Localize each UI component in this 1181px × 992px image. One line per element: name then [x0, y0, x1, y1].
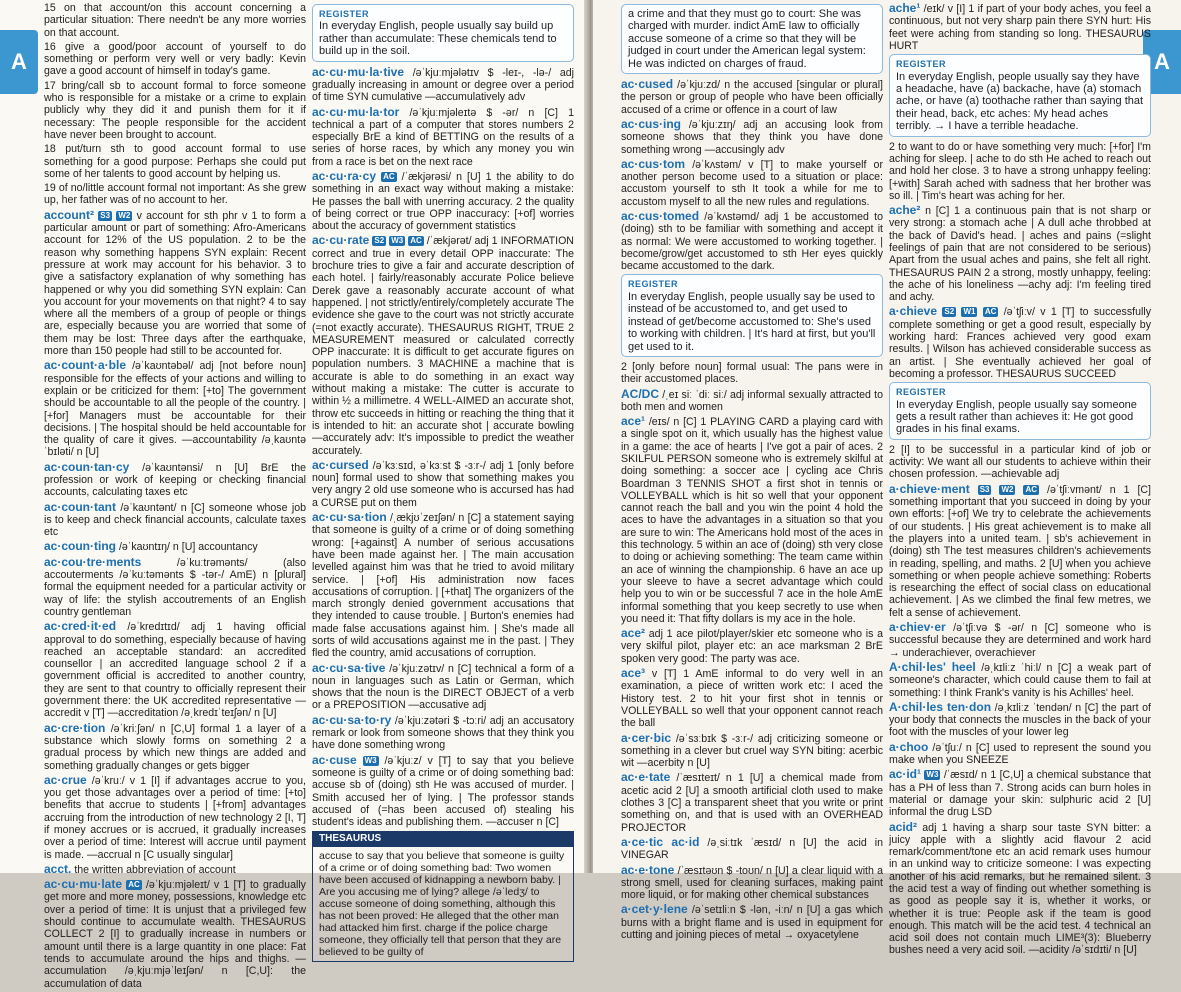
- entry-definition: 2 to want to do or have something very much: [+for] I'm aching for sleep. | ache to do sth He ached to reach out and hold her close. 3 to have a strong unhappy feeling: [+with] Sarah ached with sadness that her brother was so ill. | Tim's heart was aching for her.: [889, 140, 1151, 202]
- dictionary-entry: [44, 41, 306, 78]
- entry-definition: /əˈkjuːmjəleɪt/ v 1 [T] to gradually get more and more money, possessions, knowledge etc over a period of time: It is unjust that a privileged few should continue to accumulate wealth. THESAURUS COLLECT 2 [I] to gradually increase in numbers or amount until there is a large quantity in one place: Fat tends to accumulate around the hips and thighs. —accumulation /əˌkjuːmjəˈleɪʃən/ n [C,U]: the accumulation of data: [44, 879, 306, 990]
- dictionary-entry: [621, 627, 883, 665]
- dictionary-entry: [44, 2, 306, 39]
- entry-definition: /əˌkɪliːz ˈtendən/ n [C] the part of your body that connects the muscles in the back of your foot with the muscles of your lower leg: [889, 701, 1151, 739]
- entry-headword: a·chieve·ment: [889, 481, 970, 496]
- entry-headword: ac·crue: [44, 772, 87, 787]
- entry-definition: /ˈækjərət/ adj 1 INFORMATION correct and true in every detail OPP inaccurate: The brochure tries to give a fair and accurate description of each hotel. | fairly/reasonably accurate Police believe Derek gave a reasonably accurate account of what happened. | not strictly/entirely/completely accurate The evidence she gave to the court was not strictly accurate (=not exactly accurate). THESAURUS RIGHT, TRUE 2 MEASUREMENT measured or calculated correctly OPP inaccurate: It is difficult to get accurate figures on population numbers. 3 MACHINE a machine that is accurate is able to do something in an exact way without making a mistake: The cutter is accurate to within ½ a millimetre. 4 WELL-AIMED an accurate shot, throw etc succeeds in hitting or reaching the thing that it is intended to hit: an accurate shot | accurate bowling —accurately adv: It's impossible to predict the weather accurately.: [312, 235, 574, 457]
- entry-definition: 16 give a good/poor account of yourself to do something or perform very well or very badly: Kevin gave a good account of himself in today's game.: [44, 40, 306, 78]
- register-text: In everyday English, people usually say be used to instead of be accustomed to, and get used to instead of get/become accustomed to: She's used to working with children. | It's hard at first, but you'll get used to it.: [628, 290, 876, 353]
- dictionary-entry: [44, 501, 306, 539]
- dictionary-entry: [621, 836, 883, 862]
- register-note-box: [621, 274, 883, 356]
- entry-definition: /əˈkjuːzətəri $ -tɔːri/ adj an accusatory remark or look from someone shows that they think you have done something wrong: [312, 714, 574, 752]
- entry-definition: /əˈkjuːzɪŋ/ adj an accusing look from someone shows that they think you have done something wrong —accusingly adv: [621, 118, 883, 156]
- entry-definition: the written abbreviation of account: [74, 863, 236, 876]
- thesaurus-label: THESAURUS: [313, 832, 573, 846]
- entry-headword: account²: [44, 207, 95, 222]
- dictionary-entry: [621, 78, 883, 116]
- entry-headword: ac·cre·tion: [44, 720, 106, 735]
- dictionary-entry: [621, 732, 883, 770]
- frequency-tag: AC: [128, 880, 140, 890]
- entry-definition: /əˈtʃiːv/ v 1 [T] to successfully complete something or get a good result, especially by working hard: Frances achieved very good exam results. | Wilson has achieved considerable success as an artist. | She eventually achieved her goal of becoming a professor. THESAURUS SUCCEED: [889, 306, 1151, 380]
- entry-definition: /əˈkɜːsɪd, əˈkɜːst $ -ɜːr-/ adj 1 [only before noun] formal used to show that something makes you very angry 2 old use someone who is accursed has had a CURSE put on them: [312, 459, 574, 509]
- entry-definition: /əˈkaʊntənt/ n [C] someone whose job is to keep and check financial accounts, calculate taxes etc: [44, 501, 306, 539]
- entry-headword: ac·cu·sa·tion: [312, 510, 387, 525]
- dictionary-entry: [621, 903, 883, 941]
- entry-headword: ac·cu·rate: [312, 233, 370, 248]
- entry-headword: ace¹: [621, 414, 646, 429]
- frequency-tag: S3: [100, 210, 111, 220]
- dictionary-entry: [312, 714, 574, 752]
- register-note-box: [312, 4, 574, 62]
- frequency-tag: S2: [944, 307, 955, 317]
- frequency-tag: W3: [364, 755, 377, 765]
- dictionary-entry: [889, 305, 1151, 380]
- dictionary-entry: [889, 141, 1151, 202]
- entry-headword: ac·id¹: [889, 767, 922, 782]
- dictionary-entry: [621, 210, 883, 272]
- register-note-box: [889, 382, 1151, 440]
- entry-headword: ac·cou·tre·ments: [44, 554, 142, 569]
- dictionary-entry: [44, 722, 306, 772]
- entry-definition: /əˈkaʊntɪŋ/ n [U] accountancy: [118, 541, 258, 554]
- frequency-tag: AC: [410, 236, 422, 246]
- entry-definition: /ˌeɪ siː ˈdiː siː/ adj informal sexually attracted to both men and women: [621, 388, 883, 413]
- dictionary-entry: [621, 158, 883, 208]
- dictionary-entry: [312, 459, 574, 509]
- entry-headword: ac·cused: [621, 77, 674, 92]
- entry-definition: /əˈkjuːzd/ n the accused [singular or plural] the person or group of people who have been officially accused of a crime or offence in a court of law: [621, 79, 883, 116]
- dictionary-entry: [889, 741, 1151, 767]
- dictionary-entry: [312, 662, 574, 712]
- entry-definition: 2 [only before noun] formal usual: The pans were in their accustomed places.: [621, 360, 883, 386]
- entry-definition: /əˈkuːtrəmənts/ (also accouterments /əˈkuːtəmənts $ -tər-/ AmE) n [plural] formal the equipment needed for a particular activity or way of life: the stylish accoutrements of an English country gentleman: [44, 556, 306, 618]
- register-text: In everyday English, people usually say build up rather than accumulate: These chemicals tend to build up in the soil.: [319, 20, 557, 58]
- dictionary-entry: [621, 118, 883, 156]
- dictionary-entry: [44, 461, 306, 499]
- dictionary-entry: [889, 2, 1151, 52]
- entry-headword: ache¹: [889, 1, 921, 15]
- entry-definition: /əˈtʃuː/ n [C] used to represent the sound you make when you SNEEZE: [889, 741, 1151, 767]
- entry-definition: /əˌsiːtɪk ˈæsɪd/ n [U] the acid in VINEGAR: [621, 836, 883, 862]
- dictionary-entry: [889, 444, 1151, 481]
- entry-definition: /əˈsɜːbɪk $ -ɜːr-/ adj criticizing someone or something in a clever but cruel way SYN biting: acerbic wit —acerbity n [U]: [621, 732, 883, 770]
- entry-definition: /eɪk/ v [I] 1 if part of your body aches, you feel a continuous, but not very sharp pain there SYN hurt: His feet were aching from standing so long. THESAURUS HURT: [889, 3, 1151, 52]
- dictionary-entry: [889, 661, 1151, 699]
- entry-definition: 19 of no/little account formal not important: As she grew up, her father was of no account to her.: [44, 182, 306, 207]
- entry-headword: a·chiev·er: [889, 620, 946, 635]
- dictionary-entry: [44, 863, 306, 876]
- dictionary-entry: [44, 878, 306, 990]
- entry-definition: n [C] 1 a continuous pain that is not sharp or very strong: a stomach ache | A dull ache throbbed at the back of David's head. | aches and pains (=slight feelings of pain that are not considered to be serious) Apart from the usual aches and pains, she felt all right. THESAURUS PAIN 2 a strong, mostly unhappy, feeling: the ache of his loneliness —achy adj: I'm feeling tired and achy.: [889, 205, 1151, 304]
- frequency-tag: W3: [926, 770, 939, 780]
- entry-headword: AC/DC: [621, 386, 659, 401]
- entry-headword: ac·cuse: [312, 752, 357, 767]
- entry-definition: /ˌækjʊˈzeɪʃən/ n [C] a statement saying that someone is guilty of a crime or of doing something wrong: [+against] A number of serious accusations have been made against her. | The main accusation levelled against him was that he tried to avoid military service. | [+of] His administration now faces accusations of corruption. | [+that] The organizers of the march strongly denied government accusations that they intended to cause trouble. | Burton's enemies had made false accusations against him. | She's made all sorts of wild accusations against me in the past. | They fled the country, amid accusations of corruption.: [312, 512, 574, 660]
- entry-definition: /əˈkriːʃən/ n [C,U] formal 1 a layer of a substance which slowly forms on something 2 a gradual process by which new things are added and something gradually changes or gets bigger: [44, 722, 306, 772]
- column-1: [44, 2, 306, 992]
- frequency-tag: S2: [374, 236, 385, 246]
- entry-headword: acid²: [889, 819, 918, 834]
- entry-headword: ac·cus·tomed: [621, 209, 700, 223]
- thesaurus-text: accuse to say that you believe that someone is guilty of a crime or of doing something bad: Two women have been accused of kidnapping a newborn baby. | Are you accusing me of lying? allege /əˈledʒ/ to accuse someone of doing something, although this has not been proved: He alleged that the other man had attacked him first. charge if the police charge someone, they officially tell that person that they are believed to be guilty of: [319, 849, 565, 958]
- column-2: [312, 2, 574, 965]
- entry-definition: adj 1 ace pilot/player/skier etc someone who is a very skilful pilot, player etc: an ace marksman 2 BrE spoken very good: The party was ace.: [621, 628, 883, 665]
- entry-definition: /ˈæsɪd/ n 1 [C,U] a chemical substance that has a PH of less than 7. Strong acids can burn holes in material or damage your skin: sulphuric acid 2 [U] informal the drug LSD: [889, 769, 1151, 819]
- dictionary-entry: [889, 621, 1151, 659]
- entry-headword: a·cet·y·lene: [621, 902, 688, 917]
- entry-headword: ac·cu·mu·la·tor: [312, 104, 400, 119]
- entry-definition: 2 [I] to be successful in a particular kind of job or activity: We want all our students to achieve within their chosen profession. —achievable adj: [889, 443, 1151, 481]
- entry-definition: /əˈkaʊntənsi/ n [U] BrE the profession or work of keeping or checking financial accounts, calculating taxes etc: [44, 461, 306, 499]
- frequency-tag: AC: [383, 172, 395, 181]
- dictionary-entry: [312, 106, 574, 168]
- entry-definition: /əˈkredɪtɪd/ adj 1 having official approval to do something, especially because of having reached an acceptable standard: an accredited counsellor | an accredited language school 2 if a government official is accredited to another country, they are sent to that country to officially represent their government there: the UK accredited representative —accredit v [T] —accreditation /əˌkredɪˈteɪʃən/ n [U]: [44, 621, 306, 720]
- dictionary-entry: [312, 234, 574, 456]
- left-page: [0, 0, 588, 990]
- dictionary-entry: [621, 415, 883, 625]
- entry-headword: ac·coun·ting: [44, 539, 116, 554]
- dictionary-entry: [44, 540, 306, 553]
- dictionary-entry: [889, 701, 1151, 739]
- entry-headword: ac·cu·mu·late: [44, 877, 123, 892]
- register-label: REGISTER: [319, 9, 370, 19]
- dictionary-entry: [621, 864, 883, 902]
- column-4: [889, 2, 1151, 959]
- entry-definition: v [T] 1 AmE informal to do very well in an examination, a piece of written work etc: I aced the History test. 2 to hit your first shot in tennis or VOLLEYBALL so well that your opponent cannot reach the ball: [621, 668, 883, 730]
- entry-headword: ac·e·tone: [621, 862, 675, 877]
- entry-definition: /əˈkaʊntəbəl/ adj [not before noun] responsible for the effects of your actions and willing to explain or be criticized for them: [+to] The government should be accountable to all the people of the country. | [+for] Managers must be accountable for their decisions. | The hospital should be held accountable for the quality of care it gives. —accountability /əˌkaʊntəˈbɪləti/ n [U]: [44, 360, 306, 459]
- entry-headword: ac·cus·ing: [621, 116, 682, 131]
- entry-definition: /əˌkɪliːz ˈhiːl/ n [C] a weak part of someone's character, which could cause them to fail at something: I think Frank's vanity is his Achilles' heel.: [889, 661, 1151, 699]
- register-label: REGISTER: [628, 279, 679, 290]
- frequency-tag: S3: [979, 484, 990, 494]
- dictionary-entry: [621, 361, 883, 386]
- dictionary-entry: [44, 556, 306, 618]
- dictionary-entry: [44, 620, 306, 719]
- entry-headword: acct.: [44, 861, 72, 876]
- dictionary-entry: [312, 170, 574, 232]
- entry-headword: A·chil·les' heel: [889, 659, 976, 674]
- entry-definition: /eɪs/ n [C] 1 PLAYING CARD a playing card with a single spot on it, which usually has the highest value in a game: the ace of hearts | I've got a pair of aces. 2 SKILFUL PERSON someone who is extremely skilful at doing something: a soccer ace | cycling ace Chris Boardman 3 TENNIS SHOT a first shot in tennis or VOLLEYBALL which is hit so well that your opponent cannot reach the ball and you win the point 4 hold the aces to have the advantages in a situation so that you are sure to win: The Americans hold most of the aces in this technology. 5 within an ace of (doing) sth very close to doing or achieving something: The team came within an ace of winning the championship. 6 have an ace up your sleeve to have a secret advantage which could help you to win or be successful 7 ace in the hole AmE informal something that you keep secretly to use when you need it: That fifty dollars is my ace in the hole.: [621, 416, 883, 625]
- thesaurus-box: [312, 831, 574, 961]
- register-text: In everyday English, people usually say they have a headache, have (a) backache, have (a) stomach ache, or have (a) toothache rather than saying that their head, back, etc aches: My head aches terribly. → I have a terrible headache.: [896, 70, 1144, 133]
- entry-headword: ache²: [889, 203, 921, 218]
- frequency-tag: W1: [963, 307, 976, 317]
- entry-headword: ac·cu·ra·cy: [312, 169, 377, 183]
- entry-headword: ac·coun·tan·cy: [44, 459, 130, 474]
- entry-headword: a·cer·bic: [621, 730, 672, 745]
- frequency-tag: AC: [1025, 484, 1038, 494]
- right-page: [593, 0, 1181, 957]
- entry-definition: /ˈækjərəsi/ n [U] 1 the ability to do something in an exact way without making a mistake: He passes the ball with unerring accuracy. 2 the quality of being correct or true OPP inaccuracy: [+of] worries about the accuracy of government statistics: [312, 171, 574, 233]
- entry-definition: 15 on that account/on this account concerning a particular situation: There needn't be any more worries on that account.: [44, 2, 306, 39]
- entry-definition: /əˈkʌstəmd/ adj 1 be accustomed to (doing) sth to be familiar with something and accept it as normal: We were accustomed to working together. | become/grow/get accustomed to sth Her eyes quickly became accustomed to the dark.: [621, 211, 883, 273]
- entry-definition: /əˈsetɪliːn $ -lən, -iːn/ n [U] a gas which burns with a bright flame and is used in equipment for cutting and joining pieces of metal → oxyacetylene: [621, 904, 884, 941]
- register-text: a crime and that they must go to court: She was charged with murder. indict AmE law to officially accuse someone of a crime so that they will be judged in court under the American legal system: He was indicted on charges of fraud.: [628, 8, 866, 70]
- dictionary-entry: [621, 388, 883, 414]
- dictionary-entry: [44, 359, 306, 458]
- entry-definition: /əˈkjuːzətɪv/ n [C] technical a form of a noun in languages such as Latin or German, which shows that the noun is the DIRECT OBJECT of a verb or a PREPOSITION —accusative adj: [312, 662, 574, 712]
- entry-headword: A·chil·les ten·don: [889, 699, 992, 714]
- entry-definition: /əˈkjuːmjələtɪv $ -leɪ-, -lə-/ adj gradually increasing in amount or degree over a period of time SYN cumulative —accumulatively adv: [312, 66, 574, 104]
- entry-headword: a·chieve: [889, 304, 938, 319]
- dictionary-entry: [621, 771, 883, 833]
- frequency-tag: W3: [391, 236, 404, 246]
- entry-definition: 17 bring/call sb to account formal to force someone who is responsible for a mistake or a crime to explain publicly why they did it and punish them for it if necessary: The people responsible for the accident have never been brought to account.: [44, 79, 306, 141]
- entry-definition: /əˈtʃiːvmənt/ n 1 [C] something important that you succeed in doing by your own efforts: [+of] We try to celebrate the achievements of our students. | His great achievement is to make all the players into a united team. | sb's achievement in (doing) sth The test measures children's achievements in reading, spelling, and maths. 2 [U] when you achieve something or when people achieve something: Roberts is researching the effect of social class on educational achievement. | As we climbed the final few metres, we felt a sense of achievement.: [889, 483, 1151, 619]
- entry-headword: ac·cred·it·ed: [44, 619, 117, 634]
- entry-definition: adj 1 having a sharp sour taste SYN bitter: a juicy apple with a slightly acid flavour 2 acid remark/comment/tone etc an acid remark uses humour in an unkind way to criticize someone: I was expecting another of his acid remarks, but he remained silent. 3 the acid test a way of finding out whether something is as good as people say it is, whether it works, or whether it is true: People ask if the team is good enough. This match will be the acid test. 4 technical an acid soil does not contain much LIME³(3): Blueberry bushes need a very acid soil. —acidity /əˈsɪdɪti/ n [U]: [889, 821, 1151, 957]
- entry-definition: /əˈkʌstəm/ v [T] to make yourself or another person become used to a situation or place: accustom yourself to sth It took a while for me to accustom myself to all the new rules and regulations.: [621, 158, 883, 208]
- dictionary-entry: [889, 204, 1151, 303]
- dictionary-entry: [312, 511, 574, 660]
- entry-headword: ac·coun·tant: [44, 499, 116, 514]
- entry-headword: ace²: [621, 626, 646, 641]
- register-note-box: [889, 54, 1151, 136]
- register-label: REGISTER: [896, 59, 947, 70]
- thumb-tab-left: A: [0, 30, 38, 94]
- dictionary-entry: [44, 182, 306, 207]
- thumb-tab-right: A: [1143, 30, 1181, 94]
- dictionary-entry: [889, 768, 1151, 818]
- dictionary-entry: [44, 80, 306, 141]
- dictionary-entry: [312, 754, 574, 829]
- entry-headword: ac·cu·sa·to·ry: [312, 712, 392, 727]
- dictionary-entry: [889, 821, 1151, 957]
- entry-definition: /ˈæsɪtəʊn $ -toʊn/ n [U] a clear liquid with a strong smell, used for cleaning surfaces, making paint more liquid, or for making other chemical substances: [621, 864, 883, 902]
- entry-headword: ace³: [621, 666, 646, 681]
- entry-definition: /əˈkjuːz/ v [T] to say that you believe someone is guilty of a crime or of doing something bad: accuse sb of (doing) sth He was accused of murder. | Smith accused her of lying. | The professor stands accused of (=has been accused of) stealing his student's ideas and publishing them. —accuser n [C]: [312, 754, 574, 829]
- entry-headword: ac·cursed: [312, 457, 369, 472]
- entry-headword: ac·cu·sa·tive: [312, 660, 386, 675]
- dictionary-entry: [44, 209, 306, 358]
- entry-headword: ac·cus·tom: [621, 156, 686, 171]
- frequency-tag: AC: [984, 307, 997, 317]
- column-3: [621, 2, 883, 943]
- dictionary-entry: [889, 483, 1151, 619]
- entry-definition: 18 put/turn sth to good account formal to use something for a good purpose: Perhaps she could put some of her talents to good account by helping us.: [44, 143, 306, 180]
- entry-definition: v account for sth phr v 1 to form a particular amount or part of something: Afro-Americans account for 12% of the US population. 2 to be the reason why something happens SYN explain: Recent pressure at work may account for his behavior. 3 to give a satisfactory explanation of why something has happened or why you did something SYN explain: Can you account for your movements on that night? 4 to say where all the members of a group of people or things are, especially because you are worried that some of them may be lost: Three days after the earthquake, more than 150 people had still to be accounted for.: [44, 209, 306, 358]
- entry-definition: /əˈtʃiːvə $ -ər/ n [C] someone who is successful because they are determined and work hard → underachiever, overachiever: [889, 622, 1152, 659]
- entry-definition: /əˈkruː/ v 1 [I] if advantages accrue to you, you get those advantages over a period of time: [+to] benefits that accrue to students | [+from] advantages accruing from the introduction of new technology 2 [I, T] if money accrues or is accrued, it gradually increases over a period of time: Interest will accrue until payment is made. —accrual n [C usually singular]: [44, 774, 307, 861]
- register-text: In everyday English, people usually say someone gets a result rather than achieves it: He got good grades in his final exams.: [896, 398, 1137, 436]
- register-label: REGISTER: [896, 387, 947, 398]
- frequency-tag: W2: [1001, 484, 1014, 494]
- frequency-tag: W2: [118, 210, 131, 220]
- entry-headword: ac·e·tate: [621, 770, 671, 785]
- entry-headword: ac·count·a·ble: [44, 358, 127, 373]
- entry-headword: ac·cu·mu·la·tive: [312, 64, 405, 79]
- dictionary-entry: [44, 774, 306, 861]
- dictionary-entry: [44, 143, 306, 180]
- register-note-box: [621, 4, 883, 74]
- dictionary-entry: [621, 667, 883, 729]
- entry-definition: /əˈkjuːmjəleɪtə $ -ər/ n [C] 1 technical a part of a computer that stores numbers 2 especially BrE a kind of BETTING on the results of a series of horse races, by which any money you win from a race is bet on the next race: [312, 106, 574, 168]
- dictionary-entry: [312, 66, 574, 104]
- entry-headword: a·ce·tic ac·id: [621, 834, 700, 849]
- entry-headword: a·choo: [889, 739, 929, 754]
- entry-definition: /ˈæsɪteɪt/ n 1 [U] a chemical made from acetic acid 2 [U] a smooth artificial cloth used to make clothes 3 [C] a transparent sheet that you write or print something on, and that is used with an OVERHEAD PROJECTOR: [621, 772, 883, 834]
